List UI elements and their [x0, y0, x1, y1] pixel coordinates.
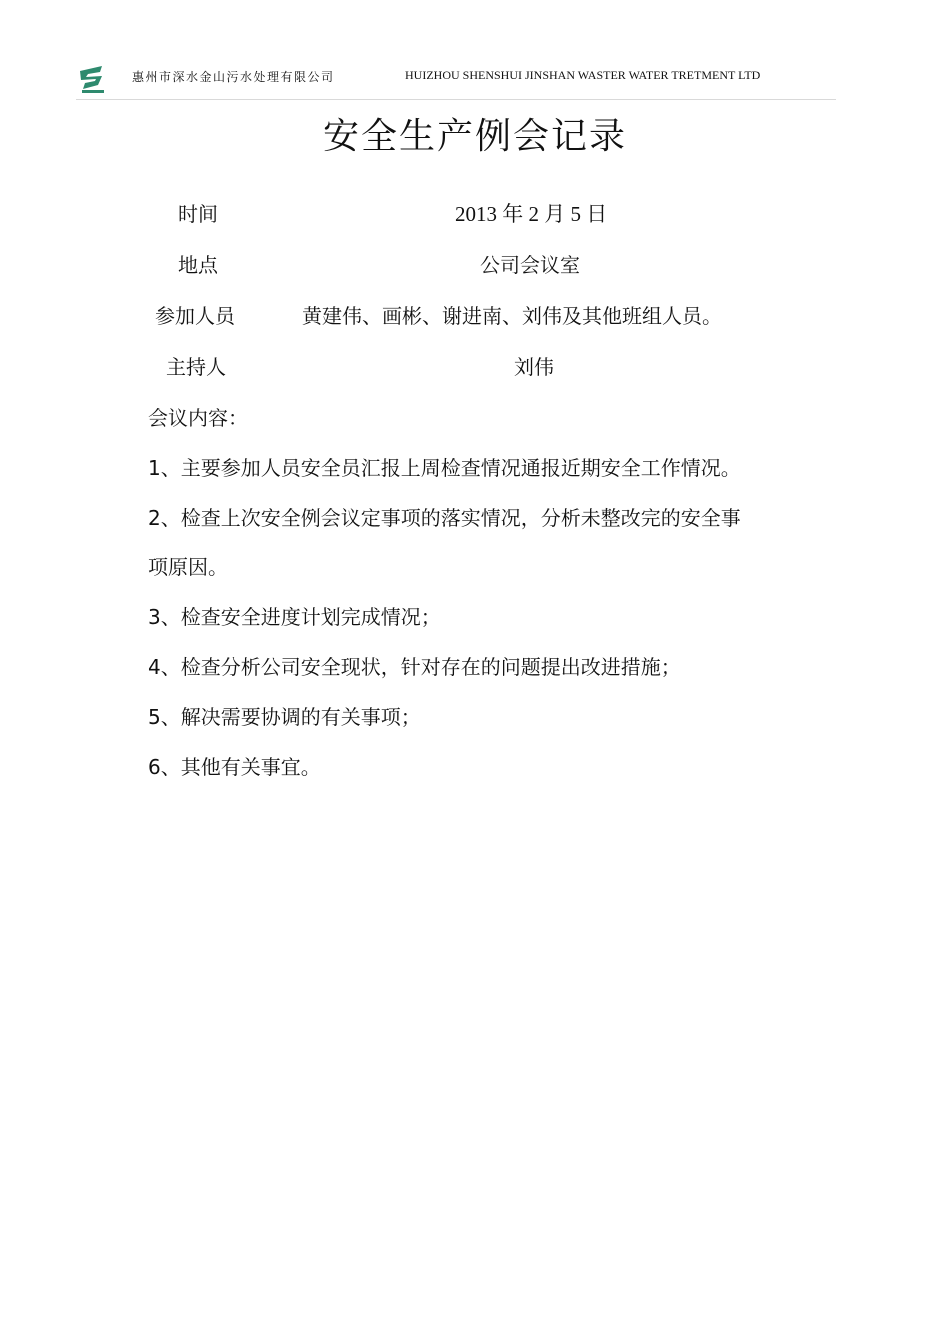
content-line: 6、其他有关事宜。: [148, 755, 321, 779]
header-divider: [76, 99, 836, 100]
company-name-en: HUIZHOU SHENSHUI JINSHAN WASTER WATER TRETMENT LTD: [405, 68, 761, 82]
attendees-label: 参加人员: [155, 304, 235, 328]
company-name-cn: 惠州市深水金山污水处理有限公司: [132, 70, 335, 84]
content-line: 4、检查分析公司安全现状，针对存在的问题提出改进措施；: [148, 655, 681, 679]
time-value: 2013 年 2 月 5 日: [455, 202, 608, 226]
company-logo-icon: [76, 62, 110, 96]
host-value: 刘伟: [514, 355, 554, 379]
content-line: 1、主要参加人员安全员汇报上周检查情况通报近期安全工作情况。: [148, 456, 741, 480]
host-label: 主持人: [166, 355, 226, 379]
content-line: 3、检查安全进度计划完成情况；: [148, 605, 441, 629]
document-header: [0, 58, 950, 98]
place-value: 公司会议室: [480, 253, 580, 277]
content-line: 2、检查上次安全例会议定事项的落实情况，分析未整改完的安全事: [148, 506, 741, 530]
time-label: 时间: [178, 202, 218, 226]
document-title: 安全生产例会记录: [322, 116, 627, 157]
place-label: 地点: [178, 253, 218, 277]
content-line: 5、解决需要协调的有关事项；: [148, 705, 421, 729]
attendees-value: 黄建伟、画彬、谢进南、刘伟及其他班组人员。: [302, 304, 722, 328]
content-line: 项原因。: [148, 555, 228, 579]
content-heading: 会议内容：: [148, 406, 248, 430]
